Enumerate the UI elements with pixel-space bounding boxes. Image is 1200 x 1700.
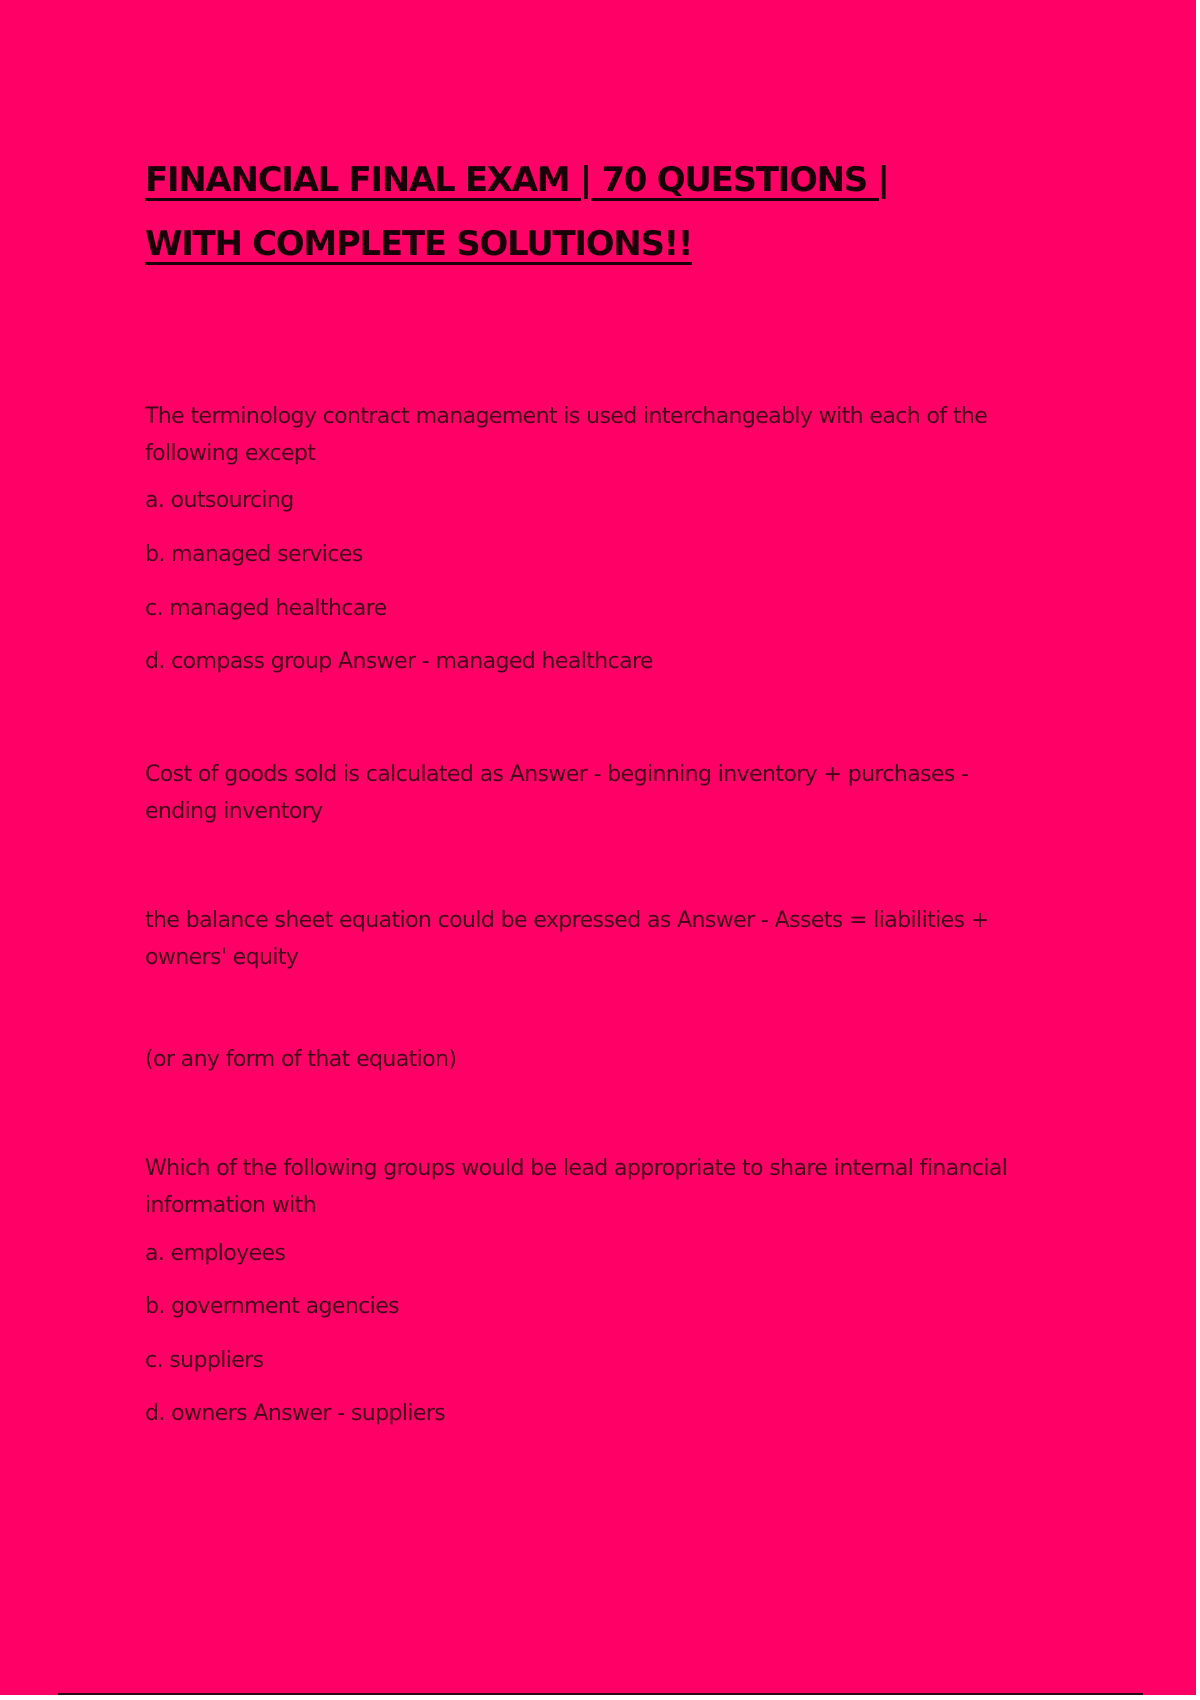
- question-4-option-b: b. government agencies: [145, 1294, 399, 1319]
- question-4-option-d-answer: d. owners Answer - suppliers: [145, 1401, 446, 1426]
- title-line-2: WITH COMPLETE SOLUTIONS!!: [145, 224, 693, 264]
- question-4-option-a: a. employees: [145, 1241, 286, 1266]
- question-1-option-c: c. managed healthcare: [145, 596, 387, 621]
- question-1-text: The terminology contract management is used interchangeably with each of the following except: [145, 404, 988, 466]
- question-1-option-a: a. outsourcing: [145, 488, 294, 513]
- question-3-note: (or any form of that equation): [145, 1047, 457, 1072]
- question-3-text: the balance sheet equation could be expressed as Answer - Assets = liabilities + owners' equity: [145, 908, 989, 970]
- question-1-option-b: b. managed services: [145, 542, 363, 567]
- title-line-1: FINANCIAL FINAL EXAM | 70 QUESTIONS |: [145, 160, 889, 200]
- document-title: [145, 148, 1045, 276]
- document-content: [145, 148, 1045, 1426]
- question-2-text: Cost of goods sold is calculated as Answer - beginning inventory + purchases - ending inventory: [145, 762, 969, 824]
- page-bottom-rule: [58, 1693, 1143, 1695]
- question-4-option-c: c. suppliers: [145, 1348, 264, 1373]
- question-4-text: Which of the following groups would be lead appropriate to share internal financial information with: [145, 1156, 1008, 1218]
- question-1-option-d-answer: d. compass group Answer - managed healthcare: [145, 649, 653, 674]
